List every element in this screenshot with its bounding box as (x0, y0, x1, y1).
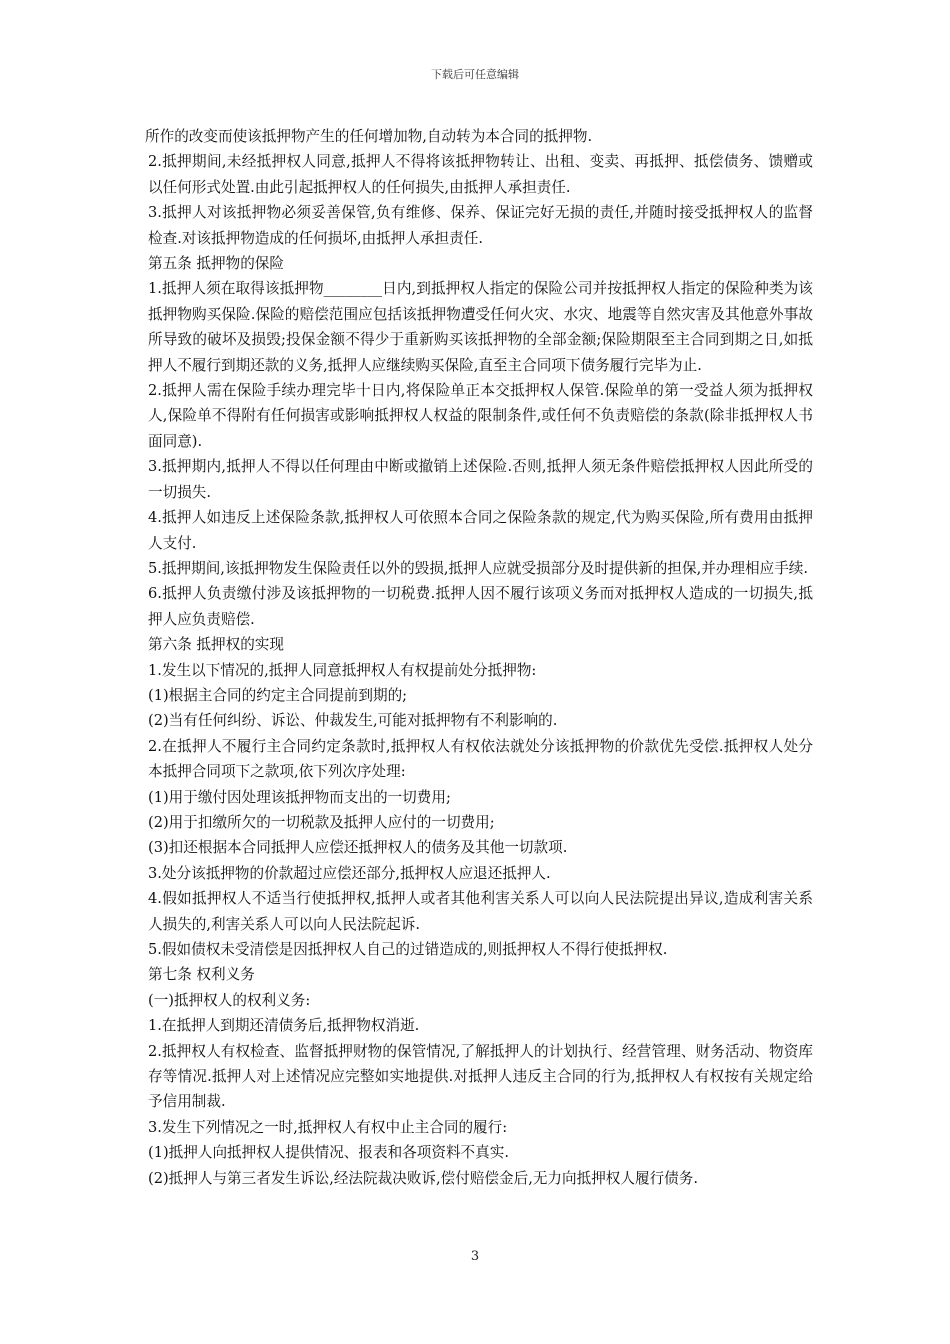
paragraph: (2)用于扣缴所欠的一切税款及抵押人应付的一切费用; (148, 813, 495, 831)
paragraph: (2)抵押人与第三者发生诉讼,经法院裁决败诉,偿付赔偿金后,无力向抵押权人履行债务. (148, 1169, 699, 1187)
paragraph: 1.在抵押人到期还清债务后,抵押物权消逝. (148, 1017, 420, 1035)
paragraph: 1.发生以下情况的,抵押人同意抵押权人有权提前处分抵押物: (148, 661, 537, 679)
paragraph: (3)扣还根据本合同抵押人应偿还抵押权人的债务及其他一切款项. (148, 839, 568, 857)
paragraph: 4.抵押人如违反上述保险条款,抵押权人可依照本合同之保险条款的规定,代为购买保险,所有费用由抵押人支付. (148, 509, 813, 552)
paragraph: 5.抵押期间,该抵押物发生保险责任以外的毁损,抵押人应就受损部分及时提供新的担保,并办理相应手续. (148, 559, 809, 577)
paragraph: 第七条 权利义务 (148, 966, 255, 984)
page-number: 3 (470, 1249, 480, 1264)
paragraph: 2.抵押期间,未经抵押权人同意,抵押人不得将该抵押物转让、出租、变卖、再抵押、抵偿债务、馈赠或以任何形式处置.由此引起抵押权人的任何损失,由抵押人承担责任. (148, 153, 813, 196)
paragraph: 3.抵押人对该抵押物必须妥善保管,负有维修、保养、保证完好无损的责任,并随时接受抵押权人的监督检查.对该抵押物造成的任何损坏,由抵押人承担责任. (148, 204, 813, 247)
page-header: 下载后可任意编辑 (431, 68, 519, 81)
paragraph: 4.假如抵押权人不适当行使抵押权,抵押人或者其他利害关系人可以向人民法院提出异议,造成利害关系人损失的,利害关系人可以向人民法院起诉. (148, 890, 813, 933)
paragraph: 2.抵押权人有权检查、监督抵押财物的保管情况,了解抵押人的计划执行、经营管理、财务活动、物资库存等情况.抵押人对上述情况应完整如实地提供.对抵押人违反主合同的行为,抵押权人有权按有关规定给予信用制裁. (148, 1042, 813, 1111)
paragraph: 第五条 抵押物的保险 (148, 255, 284, 273)
paragraph: 5.假如债权未受清偿是因抵押权人自己的过错造成的,则抵押权人不得行使抵押权. (148, 941, 668, 958)
paragraph: (1)抵押人向抵押权人提供情况、报表和各项资料不真实. (148, 1144, 509, 1162)
paragraph: (1)用于缴付因处理该抵押物而支出的一切费用; (148, 788, 451, 806)
paragraph: 2.在抵押人不履行主合同约定条款时,抵押权人有权依法就处分该抵押物的价款优先受偿.抵押权人处分本抵押合同项下之款项,依下列次序处理: (148, 737, 813, 781)
paragraph: 1.抵押人须在取得该抵押物________日内,到抵押权人指定的保险公司并按抵押权人指定的保险种类为该抵押物购买保险.保险的赔偿范围应包括该抵押物遭受任何火灾、水灾、地震等自然灾害及其他意外事故所导致的破坏及损毁;投保金额不得少于重新购买该抵押物的全部金额;保险期限至主合同到期之日,如抵押人不履行到期还款的义务,抵押人应继续购买保险,直至主合同项下债务履行完毕为止. (148, 280, 813, 374)
paragraph: (1)根据主合同的约定主合同提前到期的; (148, 686, 408, 704)
paragraph: 所作的改变而使该抵押物产生的任何增加物,自动转为本合同的抵押物. (145, 128, 593, 145)
paragraph: 第六条 抵押权的实现 (148, 636, 284, 654)
paragraph: 6.抵押人负责缴付涉及该抵押物的一切税费.抵押人因不履行该项义务而对抵押权人造成的一切损失,抵押人应负责赔偿. (148, 585, 813, 628)
paragraph: (2)当有任何纠纷、诉讼、仲裁发生,可能对抵押物有不利影响的. (148, 712, 558, 730)
paragraph: 2.抵押人需在保险手续办理完毕十日内,将保险单正本交抵押权人保管.保险单的第一受益人须为抵押权人,保险单不得附有任何损害或影响抵押权人权益的限制条件,或任何不负责赔偿的条款(除非抵押权人书面同意). (148, 382, 813, 450)
paragraph: 3.抵押期内,抵押人不得以任何理由中断或撤销上述保险.否则,抵押人须无条件赔偿抵押权人因此所受的一切损失. (148, 458, 813, 501)
document-body (145, 124, 813, 1191)
paragraph: 3.发生下列情况之一时,抵押权人有权中止主合同的履行: (148, 1118, 508, 1136)
paragraph: 3.处分该抵押物的价款超过应偿还部分,抵押权人应退还抵押人. (148, 864, 551, 882)
paragraph: (一)抵押权人的权利义务: (148, 991, 311, 1009)
